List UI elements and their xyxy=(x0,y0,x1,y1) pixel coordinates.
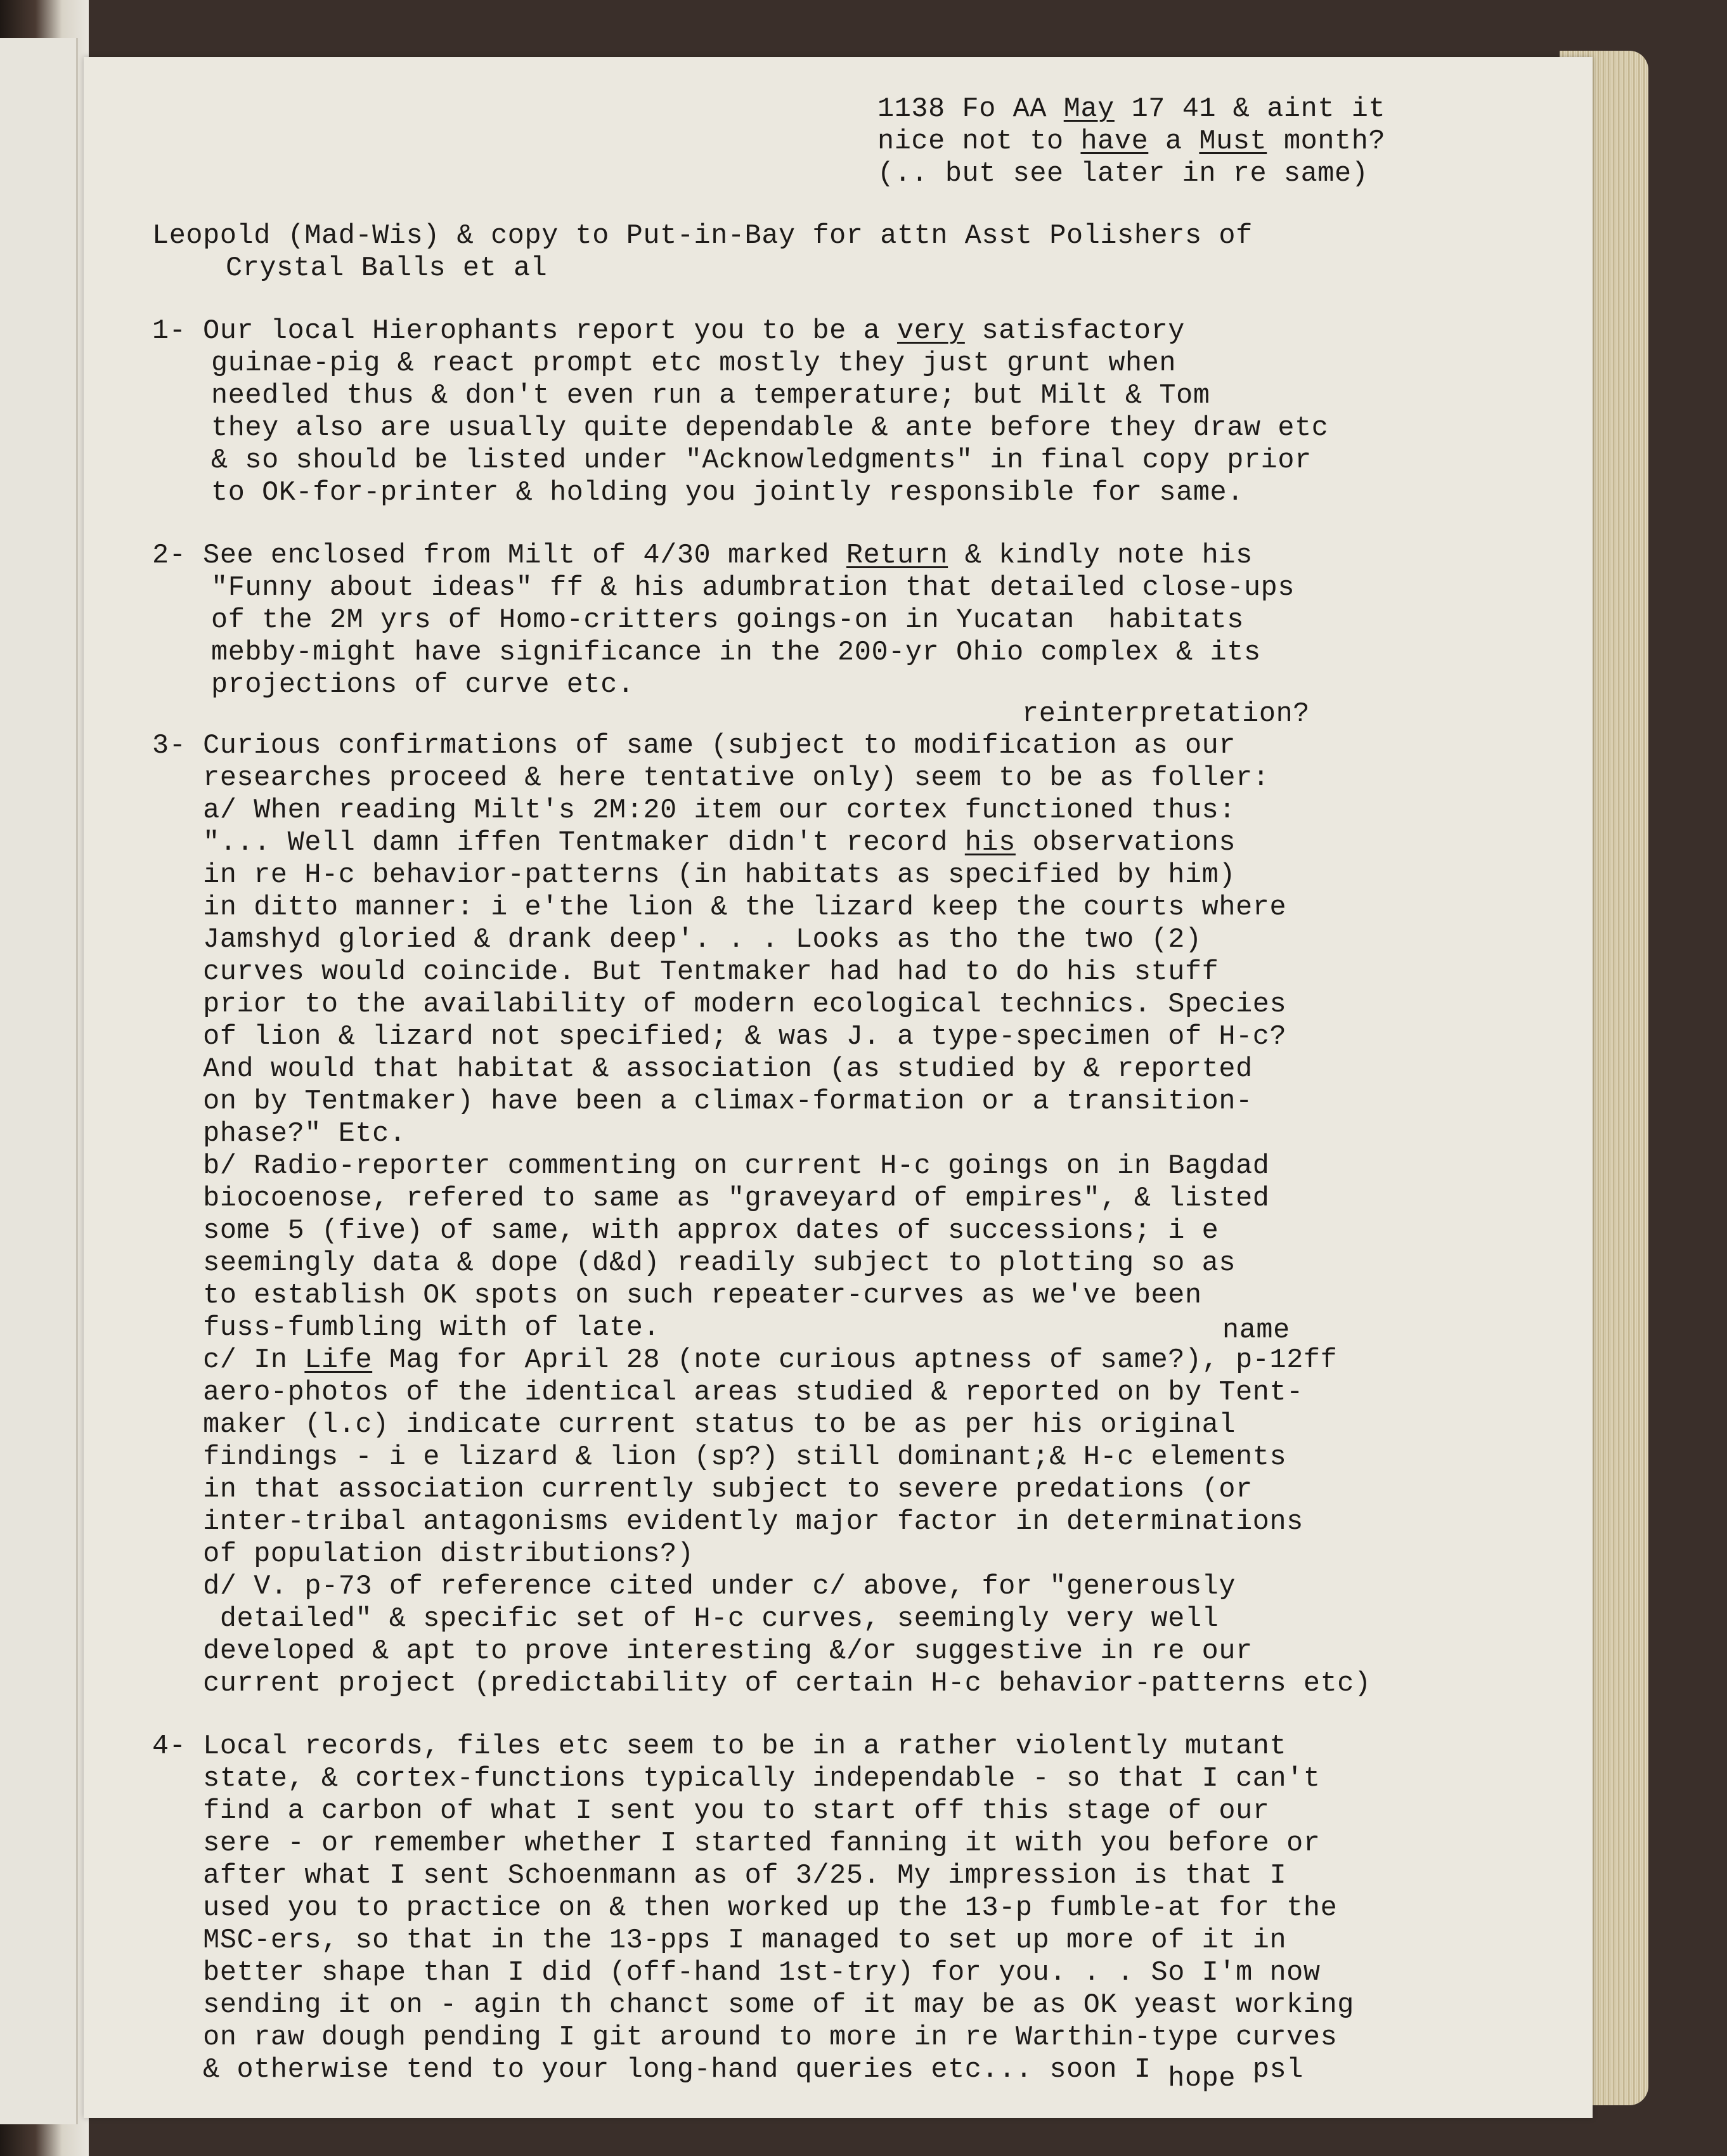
item3-line: in that association currently subject to severe predations (or xyxy=(152,1474,1253,1505)
left-page-edge xyxy=(0,38,78,2124)
item1-line: needled thus & don't even run a temperature; but Milt & Tom xyxy=(211,380,1210,412)
item4-line: state, & cortex-functions typically independable - so that I can't xyxy=(152,1763,1321,1795)
item3-line: d/ V. p-73 of reference cited under c/ above, for "generously xyxy=(152,1571,1236,1602)
item3-line: current project (predictability of certain H-c behavior-patterns etc) xyxy=(152,1668,1371,1699)
item3-line: on by Tentmaker) have been a climax-formation or a transition- xyxy=(152,1086,1253,1117)
item3-line: b/ Radio-reporter commenting on current H-c goings on in Bagdad xyxy=(152,1151,1270,1182)
salutation-line-1: Leopold (Mad-Wis) & copy to Put-in-Bay for attn Asst Polishers of xyxy=(152,221,1253,252)
item3-line: inter-tribal antagonisms evidently major factor in determinations xyxy=(152,1507,1303,1538)
item4-line: MSC-ers, so that in the 13-pps I managed to set up more of it in xyxy=(152,1925,1287,1956)
item2-line: projections of curve etc. xyxy=(211,670,635,701)
item3-name-insert: name xyxy=(1222,1315,1290,1346)
item3-line: maker (l.c) indicate current status to be as per his original xyxy=(152,1410,1236,1441)
item2-line-1: 2- See enclosed from Milt of 4/30 marked Return & kindly note his xyxy=(152,540,1253,571)
item3-line: a/ When reading Milt's 2M:20 item our cortex functioned thus: xyxy=(152,795,1236,826)
item4-line: sending it on - agin th chanct some of it may be as OK yeast working xyxy=(152,1990,1355,2021)
item3-line: some 5 (five) of same, with approx dates of successions; i e xyxy=(152,1216,1219,1247)
item3-line: prior to the availability of modern ecological technics. Species xyxy=(152,989,1287,1020)
item1-line-1: 1- Our local Hierophants report you to be a very satisfactory xyxy=(152,316,1185,347)
item3-line: 3- Curious confirmations of same (subject to modification as our xyxy=(152,731,1236,762)
item4-line: used you to practice on & then worked up the 13-p fumble-at for the xyxy=(152,1893,1338,1924)
item2-line: of the 2M yrs of Homo-critters goings-on in Yucatan habitats xyxy=(211,605,1244,636)
item3-life-line: c/ In Life Mag for April 28 (note curious aptness of same?), p-12ff xyxy=(152,1345,1338,1376)
item3-quote-line: "... Well damn iffen Tentmaker didn't record his observations xyxy=(152,828,1236,859)
item1-line: & so should be listed under "Acknowledgments" in final copy prior xyxy=(211,445,1312,476)
item3-line: to establish OK spots on such repeater-curves as we've been xyxy=(152,1280,1202,1311)
item1-line: guinae-pig & react prompt etc mostly they just grunt when xyxy=(211,348,1177,379)
item3-insert: reinterpretation? xyxy=(1022,699,1310,730)
item3-line: seemingly data & dope (d&d) readily subject to plotting so as xyxy=(152,1248,1236,1279)
header-line-2: nice not to have a Must month? xyxy=(877,126,1386,157)
item3-line: findings - i e lizard & lion (sp?) still dominant;& H-c elements xyxy=(152,1442,1287,1473)
item4-line: better shape than I did (off-hand 1st-try) for you. . . So I'm now xyxy=(152,1958,1321,1989)
item3-line: in re H-c behavior-patterns (in habitats as specified by him) xyxy=(152,860,1236,891)
item1-line: to OK-for-printer & holding you jointly responsible for same. xyxy=(211,477,1244,509)
header-line-1: 1138 Fo AA May 17 41 & aint it xyxy=(877,94,1386,125)
item4-line: 4- Local records, files etc seem to be in a rather violently mutant xyxy=(152,1731,1287,1762)
salutation-line-2: Crystal Balls et al xyxy=(226,253,548,284)
item2-line: mebby-might have significance in the 200-yr Ohio complex & its xyxy=(211,637,1261,668)
item3-line: in ditto manner: i e'the lion & the lizard keep the courts where xyxy=(152,892,1287,923)
item3-line: biocoenose, refered to same as "graveyard of empires", & listed xyxy=(152,1183,1270,1214)
item4-line: find a carbon of what I sent you to start off this stage of our xyxy=(152,1796,1270,1827)
item1-line: they also are usually quite dependable & ante before they draw etc xyxy=(211,413,1329,444)
item3-line: curves would coincide. But Tentmaker had had to do his stuff xyxy=(152,957,1219,988)
item4-line: on raw dough pending I git around to more in re Warthin-type curves xyxy=(152,2022,1338,2053)
item4-last-line: & otherwise tend to your long-hand queries etc... soon I hope psl xyxy=(152,2055,1303,2094)
letter-text xyxy=(84,57,1593,2118)
item3-line: Jamshyd gloried & drank deep'. . . Looks as tho the two (2) xyxy=(152,925,1202,956)
item2-line: "Funny about ideas" ff & his adumbration that detailed close-ups xyxy=(211,573,1295,604)
header-line-3: (.. but see later in re same) xyxy=(877,159,1369,190)
item3-line: And would that habitat & association (as studied by & reported xyxy=(152,1054,1253,1085)
item3-line: phase?" Etc. xyxy=(152,1119,406,1150)
item3-line: of population distributions?) xyxy=(152,1539,694,1570)
item3-line: detailed" & specific set of H-c curves, seemingly very well xyxy=(152,1604,1219,1635)
item3-line: developed & apt to prove interesting &/or suggestive in re our xyxy=(152,1636,1253,1667)
item3-line: aero-photos of the identical areas studied & reported on by Tent- xyxy=(152,1377,1303,1408)
item4-line: after what I sent Schoenmann as of 3/25. My impression is that I xyxy=(152,1861,1287,1892)
item3-line: fuss-fumbling with of late. xyxy=(152,1313,661,1344)
item4-line: sere - or remember whether I started fanning it with you before or xyxy=(152,1828,1321,1859)
item3-line: of lion & lizard not specified; & was J. a type-specimen of H-c? xyxy=(152,1022,1287,1053)
letter-sheet xyxy=(84,57,1593,2118)
item3-line: researches proceed & here tentative only) seem to be as foller: xyxy=(152,763,1270,794)
